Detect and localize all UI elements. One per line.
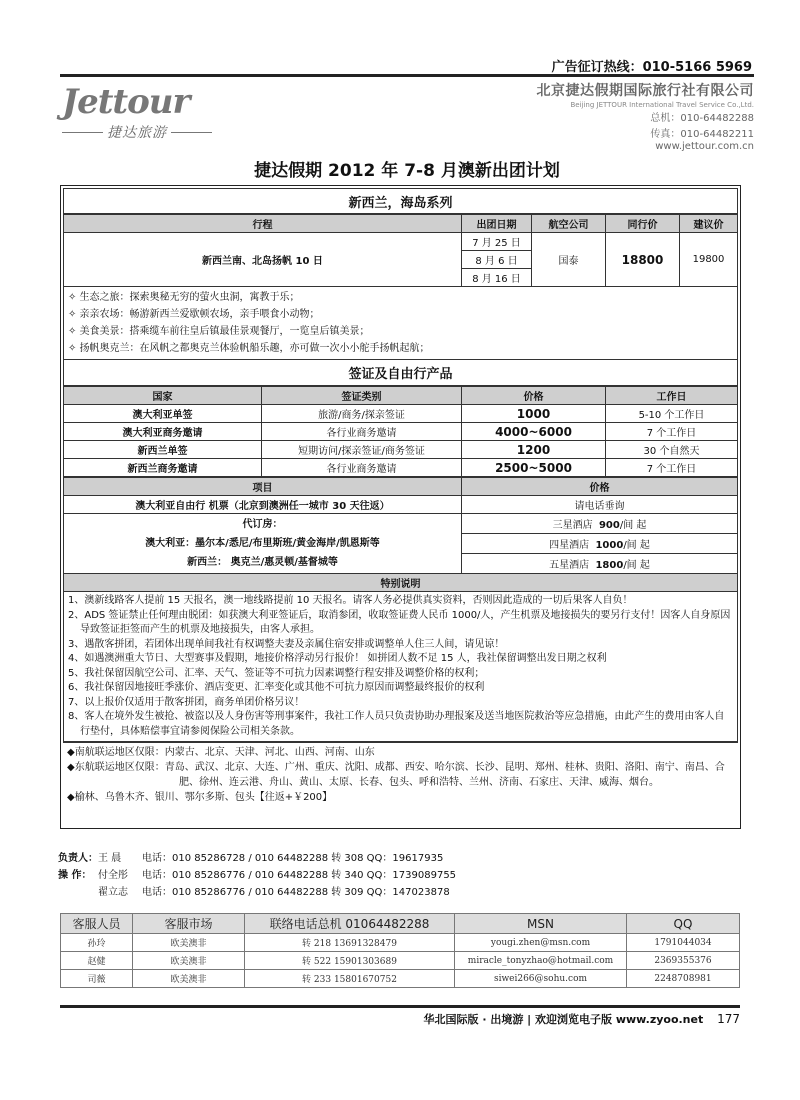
col-header: MSN (455, 914, 627, 934)
col-header: 价格 (462, 478, 738, 496)
table-row (64, 405, 738, 423)
connection-item: ◆榆林、乌鲁木齐、银川、鄂尔多斯、包头【往返+￥200】 (67, 792, 333, 803)
product-table (63, 477, 738, 592)
page-number: 177 (717, 1012, 740, 1026)
highlight-item: ✧ 美食美景：搭乘缆车前往皇后镇最佳景观餐厅，一览皇后镇美景； (68, 326, 370, 337)
col-header: 价格 (462, 387, 606, 405)
tour-suggest-price: 19800 (680, 233, 738, 287)
visa-section-title: 签证及自由行产品 (63, 360, 738, 386)
hotel-booking-label: 代订房： (242, 519, 283, 530)
highlight-item: ✧ 生态之旅：探索奥秘无穷的萤火虫洞，寓教于乐； (68, 292, 300, 303)
visa-price: 2500~5000 (462, 459, 606, 477)
company-info (537, 80, 755, 152)
col-header: 签证类别 (262, 387, 462, 405)
hotel-price: 五星酒店 1800/间 起 (462, 554, 738, 574)
staff-contacts (58, 850, 456, 901)
visa-days: 7 个工作日 (606, 423, 738, 441)
hotel-nz: 新西兰： 奥克兰/惠灵顿/基督城等 (187, 557, 338, 568)
visa-type: 旅游/商务/探亲签证 (262, 405, 462, 423)
top-rule (60, 74, 754, 77)
note-item: 6、我社保留因地接旺季涨价、酒店变更、汇率变化或其他不可抗力原因而调整最终报价的权利 (68, 682, 485, 693)
table-row: 孙玲 欧美澳非 转 218 13691328479 yougi.zhen@msn.com 1791044034 (61, 934, 740, 952)
visa-country: 新西兰单签 (64, 441, 262, 459)
col-header: 同行价 (606, 215, 680, 233)
company-phone: 总机：010-64482288 (650, 113, 754, 124)
logo-wordmark: Jettour (62, 82, 190, 122)
company-fax: 传真：010-64482211 (650, 129, 754, 140)
visa-type: 各行业商务邀请 (262, 459, 462, 477)
connection-item: ◆南航联运地区仅限：内蒙古、北京、天津、河北、山西、河南、山东 (67, 747, 375, 758)
plan-frame (60, 185, 741, 829)
customer-service-table (60, 913, 740, 988)
special-notes (63, 592, 738, 742)
note-item: 5、我社保留因航空公司、汇率、天气、签证等不可抗力因素调整行程安排及调整价格的权利； (68, 667, 485, 679)
table-row (64, 459, 738, 477)
tour-date: 8 月 16 日 (462, 269, 532, 287)
note-item: 1、澳新线路客人提前 15 天报名，澳一地线路提前 10 天报名。请客人务必提供真实资料，否则因此造成的一切后果客人自负！ (68, 595, 633, 606)
ad-hotline: 广告征订热线：010-5166 5969 (551, 60, 752, 75)
hotel-price: 三星酒店 900/间 起 (462, 514, 738, 534)
col-header: 出团日期 (462, 215, 532, 233)
col-header: 建议价 (680, 215, 738, 233)
col-header: 客服人员 (61, 914, 133, 934)
note-item: 8、客人在境外发生被抢、被盗以及人身伤害等刑事案件，我社工作人员只负责协助办理报案及送当地医院救治等应急措施，由此产生的费用由客人自行垫付，具体赔偿事宜请参阅保险公司相关条款。 (68, 711, 725, 737)
contact-row: 翟立志 电话：010 85286776 / 010 64482288 转 309 QQ：147023878 (98, 887, 450, 898)
visa-days: 5-10 个工作日 (606, 405, 738, 423)
page-title: 捷达假期 2012 年 7-8 月澳新出团计划 (254, 161, 560, 181)
visa-type: 各行业商务邀请 (262, 423, 462, 441)
tour-date: 8 月 6 日 (462, 251, 532, 269)
visa-country: 澳大利亚单签 (64, 405, 262, 423)
highlight-item: ✧ 亲亲农场：畅游新西兰爱歇顿农场，亲手喂食小动物； (68, 309, 320, 320)
free-travel-item: 澳大利亚自由行 机票（北京到澳洲任一城市 30 天往返） (64, 496, 462, 514)
connection-notes (63, 742, 738, 807)
company-name-cn: 北京捷达假期国际旅行社有限公司 (536, 83, 754, 99)
table-row: 赵健 欧美澳非 转 522 15901303689 miracle_tonyzhao@hotmail.com 2369355376 (61, 952, 740, 970)
tour-airline: 国泰 (532, 233, 606, 287)
col-header: 国家 (64, 387, 262, 405)
visa-table (63, 386, 738, 477)
hotel-price: 四星酒店 1000/间 起 (462, 534, 738, 554)
company-website: www.jettour.com.cn (655, 141, 754, 152)
table-row: 司薇 欧美澳非 转 233 15801670752 siwei266@sohu.com 2248708981 (61, 970, 740, 988)
col-header: 客服市场 (133, 914, 245, 934)
visa-days: 7 个工作日 (606, 459, 738, 477)
tour-date: 7 月 25 日 (462, 233, 532, 251)
nz-section-title: 新西兰，海岛系列 (63, 188, 738, 214)
note-item: 3、遇散客拼团，若团体出现单间我社有权调整夫妻及亲属住宿安排或调整单人住三人间，请见谅！ (68, 638, 505, 650)
contact-row: 操 作： 付全彤 电话：010 85286776 / 010 64482288 转 340 QQ：1739089755 (58, 870, 457, 881)
highlight-item: ✧ 扬帆奥克兰：在风帆之都奥克兰体验帆船乐趣，亦可做一次小小舵手扬帆起航； (68, 343, 430, 354)
footer-text: 华北国际版 · 出境游 | 欢迎浏览电子版 www.zyoo.net (423, 1013, 704, 1026)
company-name-en: Beijing JETTOUR International Travel Service Co.,Ltd. (570, 101, 754, 109)
hotel-au: 澳大利亚：墨尔本/悉尼/布里斯班/黄金海岸/凯恩斯等 (145, 538, 380, 549)
note-item: 7、以上报价仅适用于散客拼团，商务单团价格另议！ (68, 696, 305, 708)
tour-route: 新西兰南、北岛扬帆 10 日 (64, 233, 462, 287)
visa-days: 30 个自然天 (606, 441, 738, 459)
visa-type: 短期访问/探亲签证/商务签证 (262, 441, 462, 459)
hotel-booking (64, 514, 462, 574)
connection-item: ◆东航联运地区仅限：青岛、武汉、北京、大连、广州、重庆、沈阳、成都、西安、哈尔滨、长沙、昆明、郑州、桂林、贵阳、洛阳、南宁、南昌、合肥、徐州、连云港、舟山、黄山、太原、长春、包头、呼和浩特、兰州、济南、石家庄、天津、威海、烟台。 (67, 762, 725, 788)
visa-country: 新西兰商务邀请 (64, 459, 262, 477)
note-item: 4、如遇澳洲重大节日、大型赛事及假期，地接价格浮动另行报价！ 如拼团人数不足 15 人，我社保留调整出发日期之权利 (68, 653, 607, 664)
free-travel-price: 请电话垂询 (462, 496, 738, 514)
nz-highlights (63, 287, 738, 360)
table-row (64, 423, 738, 441)
contact-row: 负责人： 王 晨 电话：010 85286728 / 010 64482288 转 308 QQ：19617935 (58, 853, 444, 864)
col-header: 联络电话总机 01064482288 (245, 914, 455, 934)
col-header: 行程 (64, 215, 462, 233)
note-item: 2、ADS 签证禁止任何理由脱团：如获澳大利亚签证后，取消参团，收取签证费人民币 1000/人，产生机票及地接损失的要另行支付！因客人自身原因导致签证拒签而产生的机票及地接损失，由客人承担。 (68, 609, 731, 635)
visa-price: 4000~6000 (462, 423, 606, 441)
col-header: 工作日 (606, 387, 738, 405)
visa-price: 1200 (462, 441, 606, 459)
col-header: 航空公司 (532, 215, 606, 233)
page-footer (60, 1005, 740, 1027)
col-header: QQ (627, 914, 740, 934)
jettour-logo (62, 84, 212, 142)
col-header: 项目 (64, 478, 462, 496)
special-notes-title: 特别说明 (64, 574, 738, 592)
visa-price: 1000 (462, 405, 606, 423)
visa-country: 澳大利亚商务邀请 (64, 423, 262, 441)
logo-subtitle: 捷达旅游 (107, 125, 167, 141)
table-row (64, 441, 738, 459)
nz-tour-table (63, 214, 738, 287)
tour-peer-price: 18800 (606, 233, 680, 287)
